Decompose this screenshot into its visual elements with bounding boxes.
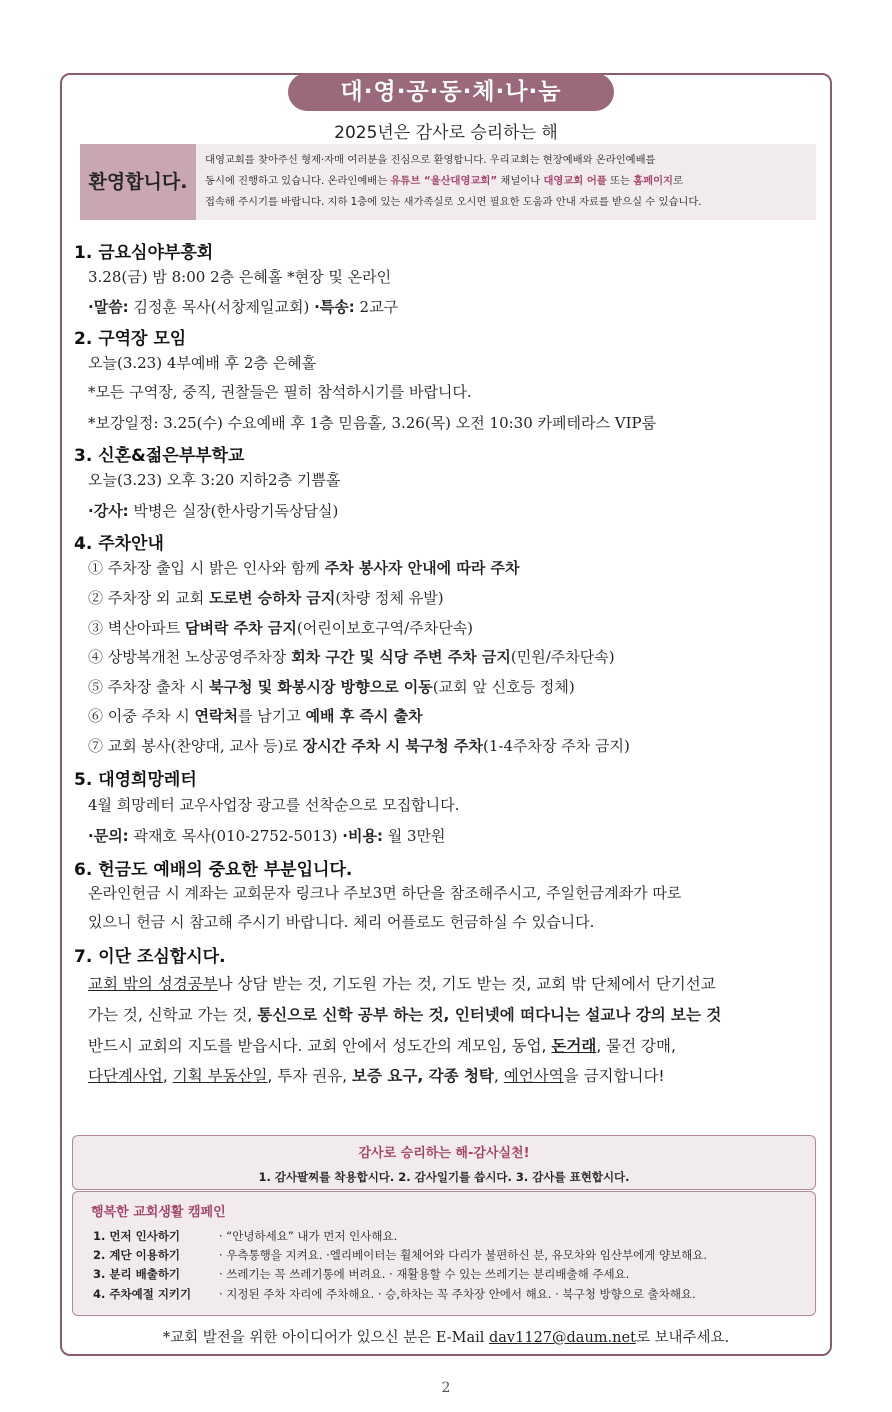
parking-item-7: ⑦ 교회 봉사(찬양대, 교사 등)로 장시간 주차 시 북구청 주차(1-4주차장 주차 금지) <box>88 737 630 755</box>
gratitude-box <box>72 1135 816 1190</box>
campaign-title: 행복한 교회생활 캠페인 <box>91 1205 226 1220</box>
revival-speaker: ·말씀: 김정훈 목사(서창제일교회) ·특송: 2교구 <box>88 298 399 316</box>
church-app: 대영교회 어플 <box>543 175 607 187</box>
campaign-row: 3. 분리 배출하기 · 쓰레기는 꼭 쓰레기통에 버려요. · 재활용할 수 있는 쓰레기는 분리배출해 주세요. <box>93 1267 630 1281</box>
leaders-meeting-makeup: *보강일정: 3.25(수) 수요예배 후 1층 믿음홀, 3.26(목) 오전 10:30 카페테라스 VIP룸 <box>88 414 657 432</box>
revival-schedule: 3.28(금) 밤 8:00 2층 은혜홀 *현장 및 온라인 <box>88 268 392 286</box>
leaders-meeting-note: *모든 구역장, 중직, 권찰들은 필히 참석하시기를 바랍니다. <box>88 383 472 401</box>
heresy-line-4: 다단계사업, 기획 부동산일, 투자 권유, 보증 요구, 각종 청탁, 예언사역을 금지합니다! <box>88 1067 665 1085</box>
page-title: 대·영·공·동·체·나·눔 <box>288 73 614 111</box>
leaders-meeting-time: 오늘(3.23) 4부예배 후 2층 은혜홀 <box>88 354 317 372</box>
parking-item-1: ① 주차장 출입 시 밝은 인사와 함께 주차 봉사자 안내에 따라 주차 <box>88 559 520 577</box>
parking-item-2: ② 주차장 외 교회 도로변 승하차 금지(차량 정체 유발) <box>88 589 444 607</box>
section-title-couples-school: 3. 신혼&젊은부부학교 <box>74 446 245 466</box>
section-title-offering: 6. 헌금도 예배의 중요한 부분입니다. <box>74 860 353 880</box>
couples-school-time: 오늘(3.23) 오후 3:20 지하2층 기쁨홀 <box>88 471 341 489</box>
parking-item-5: ⑤ 주차장 출차 시 북구청 및 화봉시장 방향으로 이동(교회 앞 신호등 정체) <box>88 678 575 696</box>
page-number: 2 <box>441 1380 451 1396</box>
gratitude-title: 감사로 승리하는 해-감사실천! <box>358 1146 530 1161</box>
welcome-label: 환영합니다. <box>80 144 196 220</box>
parking-item-6: ⑥ 이중 주차 시 연락처를 남기고 예배 후 즉시 출차 <box>88 707 423 725</box>
section-title-heresy-warning: 7. 이단 조심합시다. <box>74 947 226 967</box>
offering-line-1: 온라인헌금 시 계좌는 교회문자 링크나 주보3면 하단을 참조해주시고, 주일헌금계좌가 따로 <box>88 884 682 902</box>
heresy-line-2: 가는 것, 신학교 가는 것, 통신으로 신학 공부 하는 것, 인터넷에 떠다니는 설교나 강의 보는 것 <box>88 1006 722 1024</box>
welcome-line-2: 동시에 진행하고 있습니다. 온라인예배는 유튜브 “울산대영교회” 채널이나 대영교회 어플 또는 홈페이지로 <box>205 175 683 187</box>
welcome-line-1: 대영교회를 찾아주신 형제·자매 여러분을 진심으로 환영합니다. 우리교회는 현장예배와 온라인예배를 <box>205 154 656 166</box>
homepage: 홈페이지 <box>633 175 673 187</box>
footer-contact: *교회 발전을 위한 아이디어가 있으신 분은 E-Mail dav1127@daum.net로 보내주세요. <box>162 1330 730 1346</box>
campaign-row: 4. 주차예절 지키기 · 지정된 주차 자리에 주차해요. · 승,하차는 꼭 주차장 안에서 해요. · 북구청 방향으로 출차해요. <box>93 1287 696 1301</box>
section-title-revival: 1. 금요심야부흥회 <box>74 243 214 263</box>
page-subtitle: 2025년은 감사로 승리하는 해 <box>334 123 558 143</box>
section-title-leaders-meeting: 2. 구역장 모임 <box>74 329 187 349</box>
parking-item-4: ④ 상방복개천 노상공영주차장 회차 구간 및 식당 주변 주차 금지(민원/주차단속) <box>88 648 615 666</box>
section-title-hope-letter: 5. 대영희망레터 <box>74 770 197 790</box>
hope-letter-contact: ·문의: 곽재호 목사(010-2752-5013) ·비용: 월 3만원 <box>88 827 446 845</box>
email-link[interactable]: dav1127@daum.net <box>489 1330 636 1346</box>
welcome-message <box>196 144 816 220</box>
couples-school-speaker: ·강사: 박병은 실장(한사랑기독상담실) <box>88 502 339 520</box>
campaign-row: 1. 먼저 인사하기 · “안녕하세요” 내가 먼저 인사해요. <box>93 1229 398 1243</box>
section-title-parking: 4. 주차안내 <box>74 534 164 554</box>
heresy-line-1: 교회 밖의 성경공부나 상담 받는 것, 기도원 가는 것, 기도 받는 것, 교회 밖 단체에서 단기선교 <box>88 975 716 993</box>
campaign-row: 2. 계단 이용하기 · 우측통행을 지켜요. ·엘리베이터는 휠체어와 다리가 불편하신 분, 유모차와 임산부에게 양보해요. <box>93 1248 708 1262</box>
hope-letter-notice: 4월 희망레터 교우사업장 광고를 선착순으로 모집합니다. <box>88 796 460 814</box>
gratitude-text: 1. 감사팔찌를 착용합시다. 2. 감사일기를 씁시다. 3. 감사를 표현합시다. <box>258 1170 630 1184</box>
campaign-box <box>72 1191 816 1316</box>
youtube-channel: 유튜브 “울산대영교회” <box>390 175 498 187</box>
offering-line-2: 있으니 헌금 시 참고해 주시기 바랍니다. 체리 어플로도 헌금하실 수 있습니다. <box>88 913 595 931</box>
heresy-line-3: 반드시 교회의 지도를 받읍시다. 교회 안에서 성도간의 계모임, 동업, 돈거래, 물건 강매, <box>88 1037 676 1055</box>
parking-item-3: ③ 벽산아파트 담벼락 주차 금지(어린이보호구역/주차단속) <box>88 619 474 637</box>
welcome-line-3: 접속해 주시기를 바랍니다. 지하 1층에 있는 새가족실로 오시면 필요한 도움과 안내 자료를 받으실 수 있습니다. <box>205 196 702 208</box>
